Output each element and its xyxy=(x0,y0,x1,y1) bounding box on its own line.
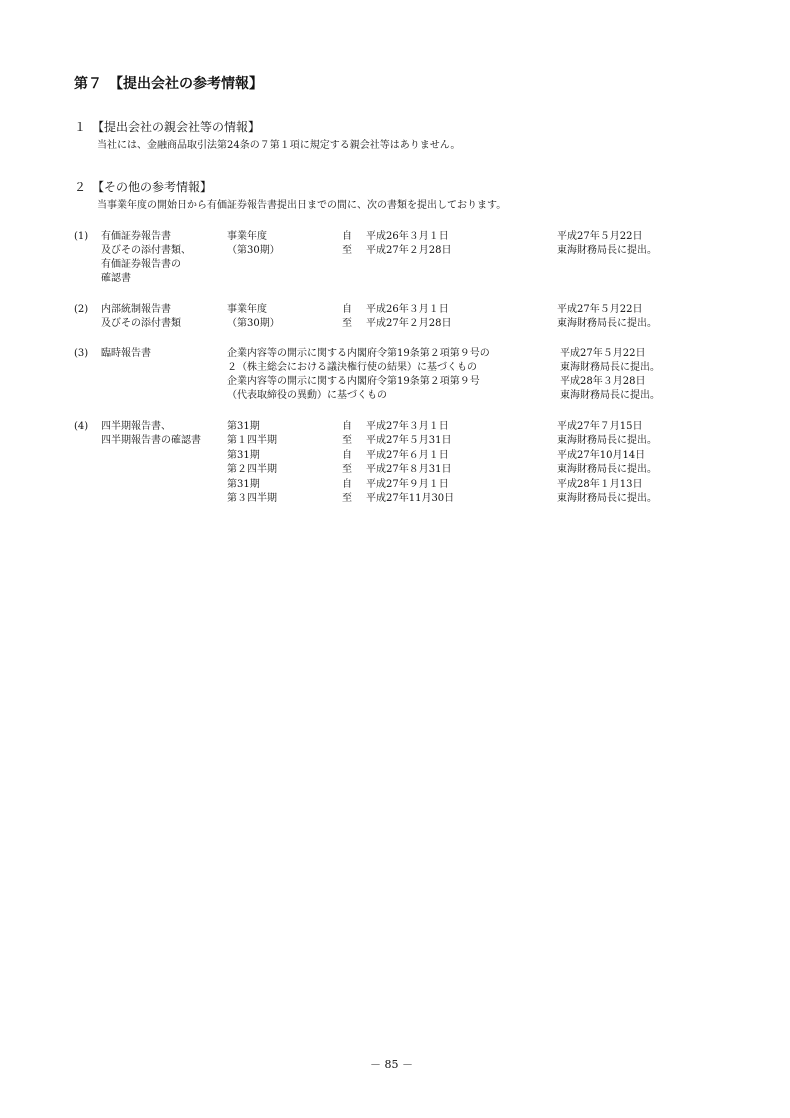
item-4-submission: 東海財務局長に提出。 xyxy=(557,464,657,475)
item-4-date: 平成27年11月30日 xyxy=(366,493,455,504)
item-2-submission: 平成27年５月22日 xyxy=(557,304,643,315)
item-4-date: 平成27年９月１日 xyxy=(366,479,449,490)
item-3-submission: 平成27年５月22日 xyxy=(560,348,646,359)
item-4-period: 第２四半期 xyxy=(227,464,277,475)
item-1-number: (1) xyxy=(74,231,89,242)
section-1-title: １ 【提出会社の親会社等の情報】 xyxy=(74,120,261,134)
item-4-doc-line: 四半期報告書、 xyxy=(101,421,171,432)
item-1-mark: 自 xyxy=(342,231,352,242)
item-2-doc-line: 及びその添付書類 xyxy=(101,318,181,329)
item-3-submission: 東海財務局長に提出。 xyxy=(560,390,660,401)
item-4-doc-line: 四半期報告書の確認書 xyxy=(101,435,201,446)
item-4-mark: 至 xyxy=(342,435,352,446)
item-4-mark: 自 xyxy=(342,421,352,432)
item-4-submission: 東海財務局長に提出。 xyxy=(557,493,657,504)
section-2-body: 当事業年度の開始日から有価証券報告書提出日までの間に、次の書類を提出しております。 xyxy=(97,200,507,211)
item-2-submission: 東海財務局長に提出。 xyxy=(557,318,657,329)
item-3-description: ２（株主総会における議決権行使の結果）に基づくもの xyxy=(227,362,477,373)
item-4-period: 第１四半期 xyxy=(227,435,277,446)
section-1-body: 当社には、金融商品取引法第24条の７第１項に規定する親会社等はありません。 xyxy=(97,140,461,151)
item-3-number: (3) xyxy=(74,348,89,359)
item-2-mark: 自 xyxy=(342,304,352,315)
item-4-date: 平成27年５月31日 xyxy=(366,435,452,446)
item-3-description: 企業内容等の開示に関する内閣府令第19条第２項第９号 xyxy=(227,376,480,387)
item-4-period: 第31期 xyxy=(227,421,260,432)
item-3-description: （代表取締役の異動）に基づくもの xyxy=(227,390,387,401)
item-4-mark: 至 xyxy=(342,493,352,504)
item-3-submission: 東海財務局長に提出。 xyxy=(560,362,660,373)
item-2-period: （第30期） xyxy=(227,318,280,329)
page-title: 第７ 【提出会社の参考情報】 xyxy=(74,76,263,92)
item-2-doc-line: 内部統制報告書 xyxy=(101,304,171,315)
item-4-number: (4) xyxy=(74,421,89,432)
item-1-doc-line: 有価証券報告書の xyxy=(101,259,181,270)
item-1-submission: 平成27年５月22日 xyxy=(557,231,643,242)
item-4-mark: 自 xyxy=(342,450,352,461)
item-4-period: 第31期 xyxy=(227,479,260,490)
item-1-date: 平成27年２月28日 xyxy=(366,245,452,256)
item-4-mark: 自 xyxy=(342,479,352,490)
item-4-submission: 平成27年７月15日 xyxy=(557,421,643,432)
item-2-mark: 至 xyxy=(342,318,352,329)
item-4-submission: 平成27年10月14日 xyxy=(557,450,646,461)
section-2-title: ２ 【その他の参考情報】 xyxy=(74,180,213,194)
item-3-submission: 平成28年３月28日 xyxy=(560,376,646,387)
item-4-period: 第３四半期 xyxy=(227,493,277,504)
item-3-description: 企業内容等の開示に関する内閣府令第19条第２項第９号の xyxy=(227,348,490,359)
item-1-doc-line: 有価証券報告書 xyxy=(101,231,171,242)
item-4-period: 第31期 xyxy=(227,450,260,461)
item-4-date: 平成27年８月31日 xyxy=(366,464,452,475)
item-2-period: 事業年度 xyxy=(227,304,267,315)
item-1-doc-line: 確認書 xyxy=(101,273,131,284)
item-1-submission: 東海財務局長に提出。 xyxy=(557,245,657,256)
item-2-number: (2) xyxy=(74,304,89,315)
item-4-submission: 平成28年１月13日 xyxy=(557,479,643,490)
item-1-doc-line: 及びその添付書類、 xyxy=(101,245,191,256)
item-1-mark: 至 xyxy=(342,245,352,256)
page-number: － 85 － xyxy=(370,1058,413,1071)
item-1-period: 事業年度 xyxy=(227,231,267,242)
item-4-mark: 至 xyxy=(342,464,352,475)
item-2-date: 平成26年３月１日 xyxy=(366,304,449,315)
item-1-period: （第30期） xyxy=(227,245,280,256)
item-4-date: 平成27年６月１日 xyxy=(366,450,449,461)
item-4-date: 平成27年３月１日 xyxy=(366,421,449,432)
item-4-submission: 東海財務局長に提出。 xyxy=(557,435,657,446)
item-3-doc-line: 臨時報告書 xyxy=(101,348,151,359)
item-1-date: 平成26年３月１日 xyxy=(366,231,449,242)
item-2-date: 平成27年２月28日 xyxy=(366,318,452,329)
